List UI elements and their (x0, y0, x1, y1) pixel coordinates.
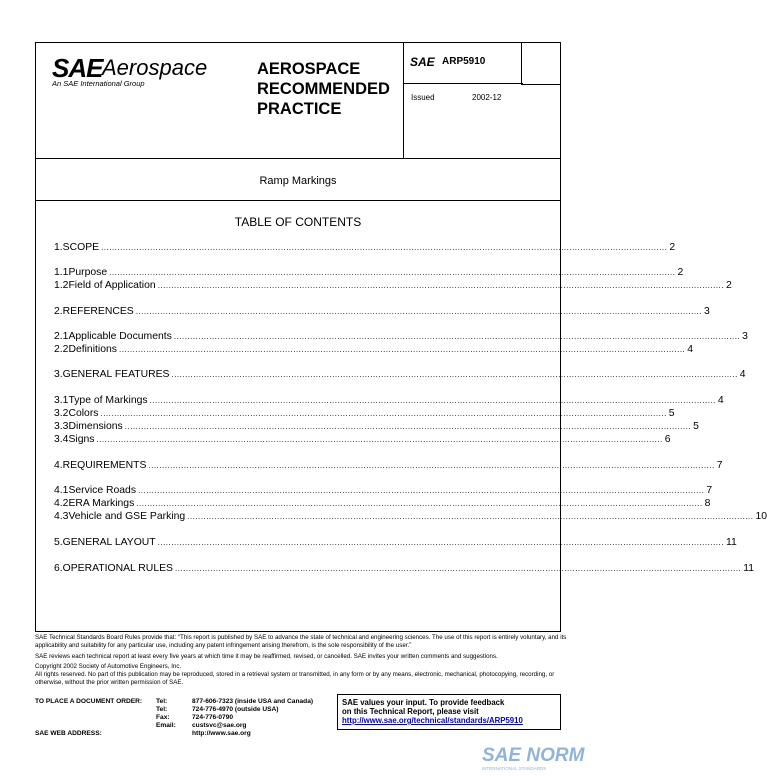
toc-entry-number: 4.3 (54, 511, 69, 522)
toc-entry-page: 2 (669, 242, 676, 253)
toc-entry-number: 5. (54, 537, 63, 548)
toc-entry-page: 2 (677, 267, 684, 278)
toc-entry-number: 3.4 (54, 434, 69, 445)
toc-entry-number: 4. (54, 460, 63, 471)
toc-leader-dots: ................................................................................................................................................................................................................ (157, 538, 724, 547)
toc-leader-dots: ................................................................................................................................................................................................................ (171, 370, 738, 379)
corner-cell (521, 43, 561, 85)
toc-entry[interactable] (54, 562, 755, 575)
toc-entry-label: REQUIREMENTS (62, 460, 147, 471)
toc-entry-page: 11 (725, 537, 737, 548)
document-type-title: AEROSPACE RECOMMENDED PRACTICE (257, 60, 390, 118)
toc-entry[interactable] (54, 330, 748, 343)
toc-entry[interactable] (54, 241, 676, 254)
tel2-value[interactable]: 724-776-4970 (outside USA) (192, 706, 279, 713)
toc-entry-label: Applicable Documents (68, 331, 172, 342)
toc-entry-page: 3 (704, 306, 710, 317)
toc-entry-number: 1. (54, 242, 63, 253)
toc-entry[interactable] (54, 394, 724, 407)
toc-entry-number: 2. (54, 306, 63, 317)
toc-entry[interactable] (54, 497, 711, 510)
toc-entry[interactable] (54, 305, 710, 318)
toc-entry-number: 3. (54, 369, 63, 380)
feedback-link[interactable]: http://www.sae.org/technical/standards/ARP5910 (342, 716, 523, 725)
toc-entry-label: OPERATIONAL RULES (62, 563, 173, 574)
toc-entry-label: Colors (68, 408, 99, 419)
footer-notes (35, 634, 571, 690)
toc-entry[interactable] (54, 510, 767, 523)
toc-heading: TABLE OF CONTENTS (234, 215, 362, 229)
toc-entry-label: ERA Markings (68, 498, 135, 509)
toc-entry-label: Service Roads (68, 485, 137, 496)
toc-entry-label: Vehicle and GSE Parking (68, 511, 186, 522)
sae-small-logo: SAE (410, 55, 435, 69)
toc-entry-page: 5 (668, 408, 675, 419)
toc-entry-page: 4 (687, 344, 694, 355)
standards-rules-text: SAE Technical Standards Board Rules provide that: “This report is published by SAE to advance the state of technical and engineering sciences. The use of this report is entirely voluntary, and its applicability and suitability for any particular use, including any patent infringement arising therefrom, is the sole responsibility of the user.” (35, 634, 567, 649)
toc-entry-label: Field of Application (68, 280, 156, 291)
toc-entry-label: SCOPE (62, 242, 100, 253)
toc-entry-page: 5 (693, 421, 699, 432)
toc-entry-label: Dimensions (68, 421, 123, 432)
toc-entry-number: 1.1 (54, 267, 69, 278)
document-id-cell (403, 43, 522, 158)
order-label: TO PLACE A DOCUMENT ORDER: (35, 698, 143, 705)
toc-leader-dots: ................................................................................................................................................................................................................ (118, 345, 686, 354)
toc-entry-page: 4 (717, 395, 724, 406)
rights-text: All rights reserved. No part of this publication may be reproduced, stored in a retrieval system or transmitted, in any form or by any means, electronic, mechanical, photocopying, recording, or otherwise, without the prior written permission of SAE. (35, 671, 555, 686)
toc-leader-dots: ................................................................................................................................................................................................................ (149, 396, 716, 405)
toc-entry-label: Purpose (68, 267, 108, 278)
toc-leader-dots: ................................................................................................................................................................................................................ (100, 409, 667, 418)
issued-date: 2002-12 (472, 93, 502, 102)
toc-leader-dots: ................................................................................................................................................................................................................ (174, 564, 742, 573)
toc-leader-dots: ................................................................................................................................................................................................................ (101, 243, 668, 252)
sae-aerospace-logo (36, 43, 247, 158)
toc-entry[interactable] (54, 279, 732, 292)
toc-entry-label: Signs (68, 434, 95, 445)
toc-entry-number: 6. (54, 563, 63, 574)
id-divider (404, 83, 523, 84)
toc-entry[interactable] (54, 433, 671, 446)
toc-leader-dots: ................................................................................................................................................................................................................ (135, 307, 702, 316)
document-title: Ramp Markings (259, 175, 337, 187)
toc-entry-page: 3 (742, 331, 748, 342)
feedback-line-1: SAE values your input. To provide feedback (342, 698, 505, 707)
toc-entry-number: 3.3 (54, 421, 69, 432)
email-link[interactable]: custsvc@sae.org (192, 722, 247, 729)
watermark-brand-text: SAE NORM (482, 745, 585, 766)
issued-label: Issued (411, 93, 435, 102)
toc-entry-page: 7 (706, 485, 713, 496)
review-text: SAE reviews each technical report at least every five years at which time it may be reaffirmed, revised, or cancelled. SAE invites your written comments and suggestions. (35, 652, 498, 660)
toc-entry-label: REFERENCES (62, 306, 134, 317)
toc-entry-label: GENERAL FEATURES (62, 369, 170, 380)
logo-sae-text: SAE (52, 53, 103, 83)
toc-entry-page: 6 (664, 434, 671, 445)
tel2-label: Tel: (156, 706, 168, 713)
email-label: Email: (156, 722, 176, 729)
toc-leader-dots: ................................................................................................................................................................................................................ (187, 512, 754, 521)
toc-entry-number: 4.1 (54, 485, 69, 496)
title-divider (36, 200, 560, 201)
fax-label: Fax: (156, 714, 170, 721)
web-link[interactable]: http://www.sae.org (192, 730, 251, 737)
logo-aerospace-text: Aerospace (102, 55, 208, 80)
toc-entry-page: 7 (716, 460, 723, 471)
logo-subtitle: An SAE International Group (52, 79, 145, 88)
toc-entry-page: 10 (755, 511, 767, 522)
toc-leader-dots: ................................................................................................................................................................................................................ (138, 486, 705, 495)
toc-entry-label: Type of Markings (68, 395, 148, 406)
toc-entry-number: 3.2 (54, 408, 69, 419)
toc-entry[interactable] (54, 343, 694, 356)
toc-entry[interactable] (54, 459, 723, 472)
document-header (36, 43, 560, 159)
toc-leader-dots: ................................................................................................................................................................................................................ (96, 435, 663, 444)
tel-value[interactable]: 877-606-7323 (inside USA and Canada) (192, 698, 314, 705)
document-page (35, 42, 767, 632)
feedback-line-2: on this Technical Report, please visit (342, 707, 479, 716)
toc-leader-dots: ................................................................................................................................................................................................................ (157, 281, 724, 290)
web-label: SAE WEB ADDRESS: (35, 730, 102, 737)
feedback-box (337, 694, 561, 730)
toc-entry-number: 1.2 (54, 280, 69, 291)
fax-value: 724-776-0790 (192, 714, 234, 721)
sae-norm-watermark (480, 741, 595, 773)
toc-entry-number: 4.2 (54, 498, 69, 509)
toc-leader-dots: ................................................................................................................................................................................................................ (173, 332, 741, 341)
toc-leader-dots: ................................................................................................................................................................................................................ (148, 461, 715, 470)
tel-label: Tel: (156, 698, 168, 705)
toc-entry-page: 8 (704, 498, 711, 509)
watermark-sub-text: INTERNATIONAL STANDARDS (482, 766, 547, 771)
toc-entry-label: GENERAL LAYOUT (62, 537, 156, 548)
toc-entry[interactable] (54, 368, 746, 381)
toc-entry[interactable] (54, 536, 737, 549)
toc-entry-page: 2 (726, 280, 732, 291)
toc-entry[interactable] (54, 484, 713, 497)
document-number: ARP5910 (442, 56, 486, 67)
toc-entry-number: 2.1 (54, 331, 69, 342)
toc-leader-dots: ................................................................................................................................................................................................................ (109, 268, 676, 277)
toc-entry-number: 3.1 (54, 395, 69, 406)
copyright-line: Copyright 2002 Society of Automotive Engineers, Inc. (35, 663, 182, 671)
toc-entry-page: 11 (743, 563, 755, 574)
toc-entry[interactable] (54, 266, 684, 279)
toc-entry-page: 4 (739, 369, 746, 380)
toc-entry[interactable] (54, 420, 699, 433)
toc-entry-number: 2.2 (54, 344, 69, 355)
toc-leader-dots: ................................................................................................................................................................................................................ (124, 422, 692, 431)
toc-entry-label: Definitions (68, 344, 117, 355)
title-cell (247, 43, 403, 158)
toc-entry[interactable] (54, 407, 675, 420)
toc-leader-dots: ................................................................................................................................................................................................................ (136, 499, 703, 508)
